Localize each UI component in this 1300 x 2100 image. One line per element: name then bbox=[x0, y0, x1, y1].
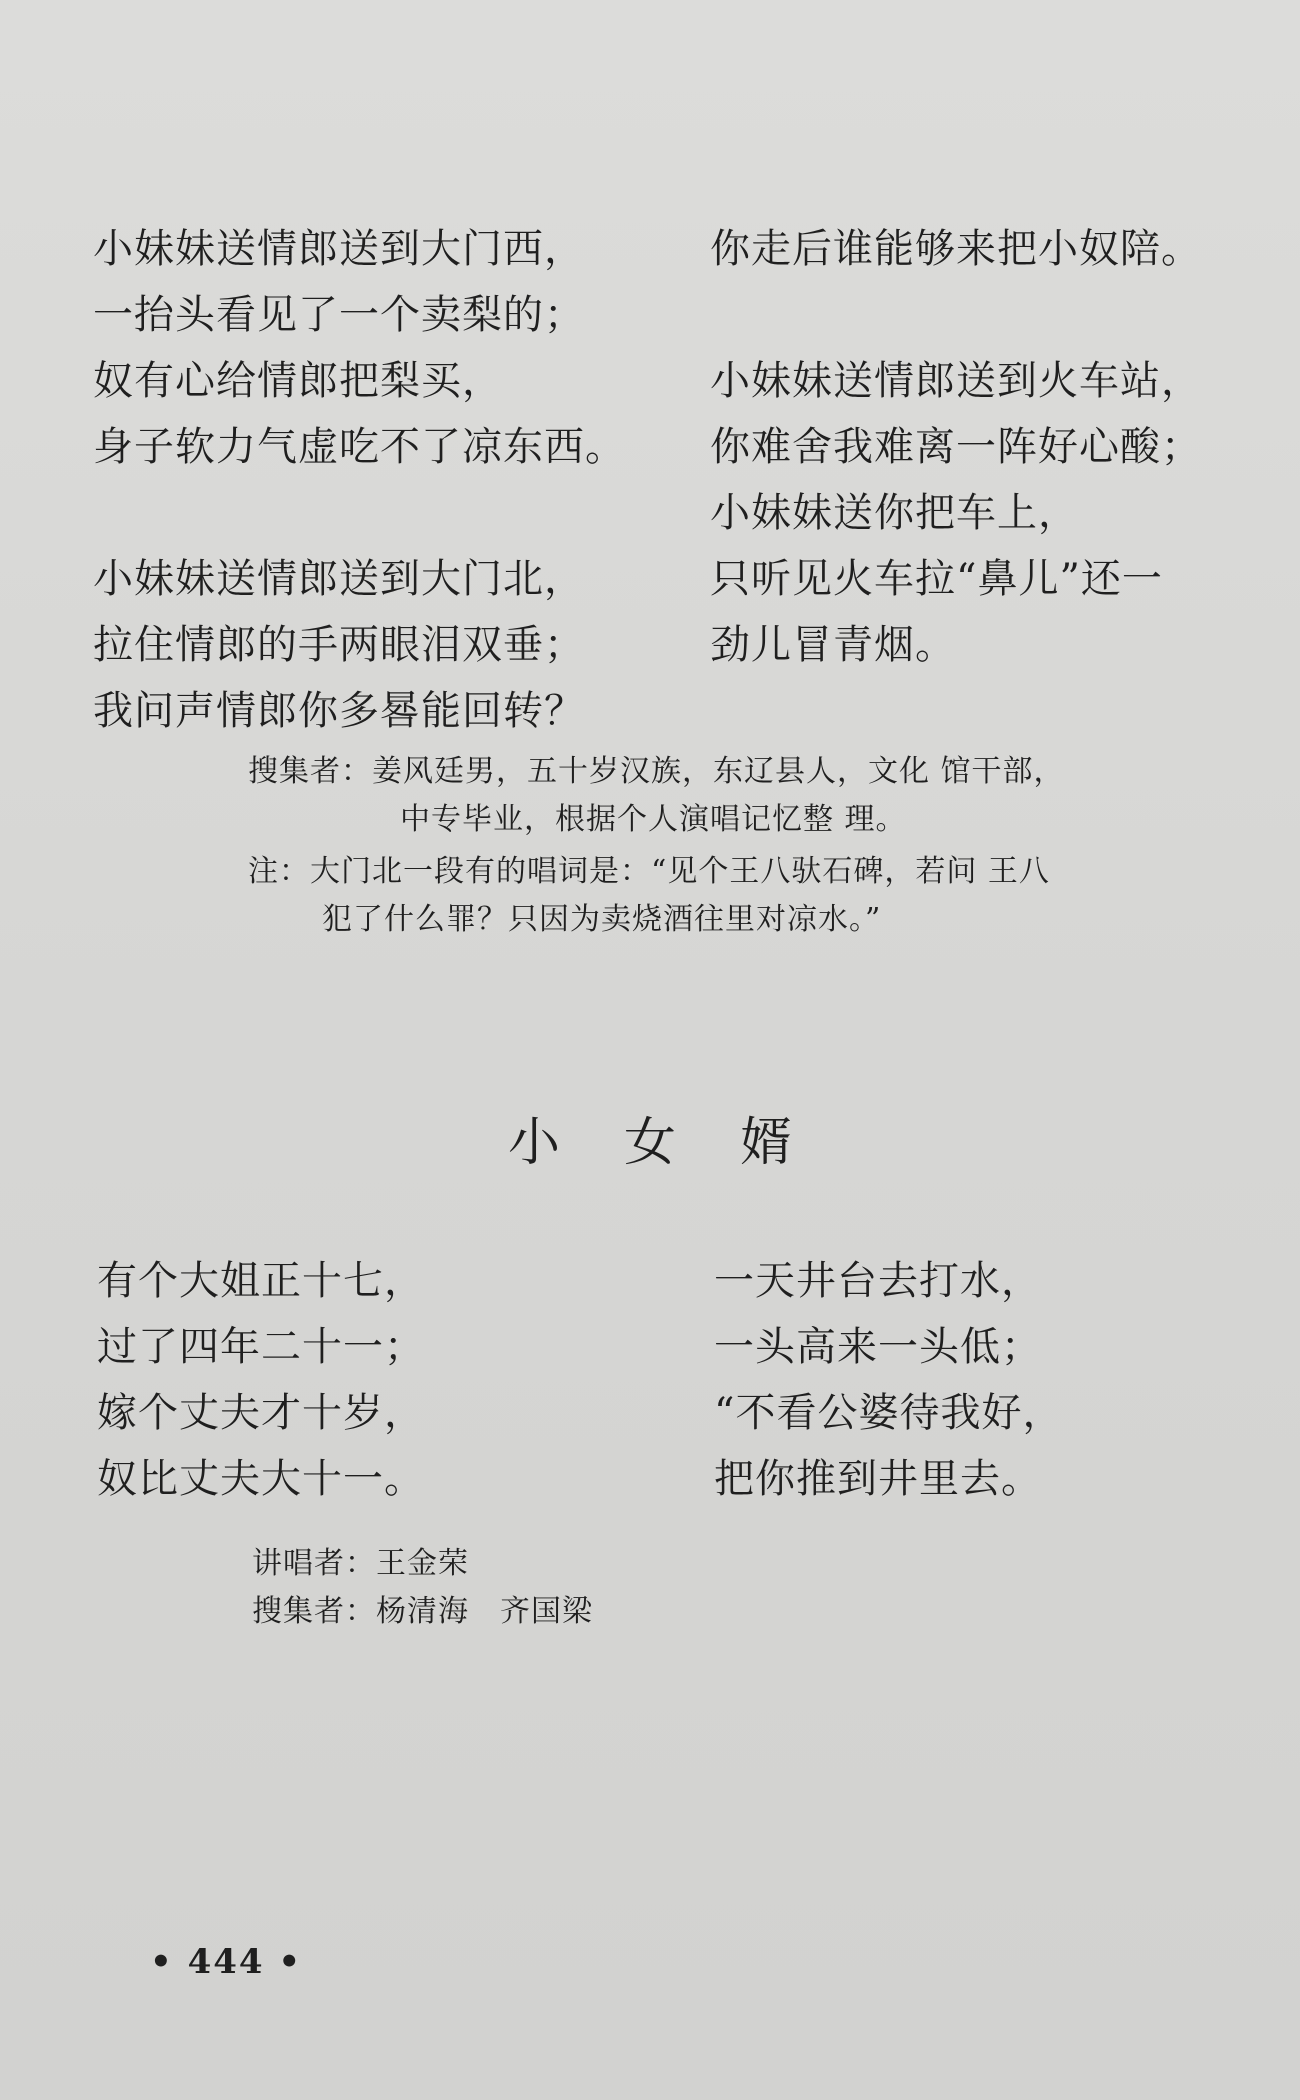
poem-line: 过了四年二十一； bbox=[97, 1324, 425, 1370]
poem-line: 把你推到井里去。 bbox=[714, 1456, 1042, 1502]
collector-info-line: 搜集者：姜风廷男，五十岁汉族，东辽县人，文化 馆干部， bbox=[248, 754, 1065, 789]
poem-line: 小妹妹送你把车上， bbox=[710, 490, 1079, 536]
collector-info-line: 中专毕业，根据个人演唱记忆整 理。 bbox=[400, 802, 907, 837]
poem2-left-column bbox=[97, 1248, 425, 1512]
page-number: • 444 • bbox=[150, 1942, 303, 1982]
poem-line: 你走后谁能够来把小奴陪。 bbox=[710, 226, 1202, 272]
poem-line: 嫁个丈夫才十岁， bbox=[97, 1390, 425, 1436]
poem1-right-column bbox=[710, 216, 1202, 678]
poem-line: 我问声情郎你多晷能回转？ bbox=[93, 688, 585, 734]
poem-line: 身子软力气虚吃不了凉东西。 bbox=[93, 424, 626, 470]
collector-credit: 搜集者：杨清海 齐国梁 bbox=[252, 1594, 593, 1629]
poem1-left-column bbox=[93, 216, 626, 744]
poem-line: 有个大姐正十七， bbox=[97, 1258, 425, 1304]
annotation-line: 犯了什么罪？只因为卖烧酒往里对凉水。” bbox=[322, 902, 882, 937]
poem-line: 你难舍我难离一阵好心酸； bbox=[710, 424, 1202, 470]
poem-line: 只听见火车拉“鼻儿”还一 bbox=[710, 556, 1163, 602]
poem-line: 小妹妹送情郎送到大门北， bbox=[93, 556, 585, 602]
annotation-line: 注：大门北一段有的唱词是：“见个王八驮石碑，若问 王八 bbox=[248, 854, 1050, 889]
poem-line: 奴比丈夫大十一。 bbox=[97, 1456, 425, 1502]
poem-line: 一天井台去打水， bbox=[714, 1258, 1042, 1304]
poem2-right-column bbox=[714, 1248, 1063, 1512]
poem-title: 小女婿 bbox=[507, 1113, 856, 1173]
poem-line: 拉住情郎的手两眼泪双垂； bbox=[93, 622, 585, 668]
poem-line: 一抬头看见了一个卖梨的； bbox=[93, 292, 585, 338]
poem-line: 小妹妹送情郎送到大门西， bbox=[93, 226, 585, 272]
poem-line: 奴有心给情郎把梨买， bbox=[93, 358, 503, 404]
poem-line: “不看公婆待我好， bbox=[714, 1390, 1064, 1436]
poem-line: 小妹妹送情郎送到火车站， bbox=[710, 358, 1202, 404]
performer-credit: 讲唱者：王金荣 bbox=[252, 1546, 469, 1581]
poem-line: 劲儿冒青烟。 bbox=[710, 622, 956, 668]
poem-line: 一头高来一头低； bbox=[714, 1324, 1042, 1370]
